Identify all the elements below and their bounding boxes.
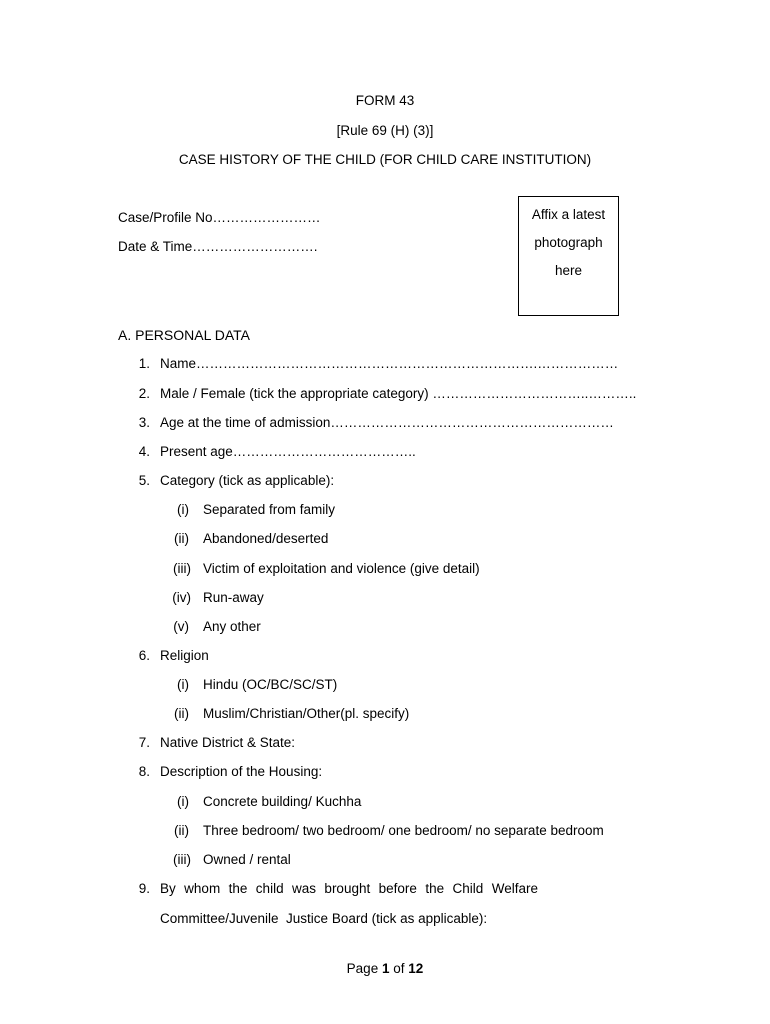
total-pages-number: 12 [408,961,424,976]
form-number: FORM 43 [355,93,415,108]
current-page-number: 1 [381,961,390,976]
option-number: (i) [177,502,189,517]
religion-option: Hindu (OC/BC/SC/ST) [203,677,338,692]
item-number: 2. [138,386,150,401]
photo-box-line-1: Affix a latest [531,207,606,222]
item-brought-by: By whom the child was brought before the Child Welfare [160,881,538,896]
option-number: (i) [177,794,189,809]
photo-box-line-2: photograph [534,235,603,250]
item-number: 7. [138,735,150,750]
option-number: (i) [177,677,189,692]
religion-option: Muslim/Christian/Other(pl. specify) [203,706,410,721]
case-profile-field: Case/Profile No…………………… [118,210,321,225]
option-number: (ii) [174,706,189,721]
item-native-district: Native District & State: [160,735,296,750]
housing-option: Owned / rental [203,852,291,867]
of-label: of [393,961,405,976]
item-brought-by-continued: Committee/Juvenile Justice Board (tick as applicable): [160,911,488,926]
item-present-age: Present age………………………………….. [160,444,416,459]
item-name: Name………………………………………………………………….……………… [160,356,619,371]
option-number: (ii) [174,823,189,838]
option-number: (v) [173,619,189,634]
item-gender: Male / Female (tick the appropriate category) ……………………………..……….. [160,386,637,401]
option-number: (iii) [173,561,191,576]
housing-option: Three bedroom/ two bedroom/ one bedroom/ no separate bedroom [203,823,604,838]
page-label: Page [346,961,379,976]
photo-box-line-3: here [554,263,583,278]
option-number: (iii) [173,852,191,867]
page-footer [0,961,770,976]
item-number: 6. [138,648,150,663]
option-number: (ii) [174,531,189,546]
item-admission-age: Age at the time of admission……………………………………………………… [160,415,614,430]
item-religion: Religion [160,648,209,663]
category-option: Victim of exploitation and violence (give detail) [203,561,480,576]
item-number: 5. [138,473,150,488]
item-number: 8. [138,764,150,779]
housing-option: Concrete building/ Kuchha [203,794,362,809]
option-number: (iv) [172,590,191,605]
item-number: 1. [138,356,150,371]
section-a-heading: A. PERSONAL DATA [118,327,250,343]
category-option: Run-away [203,590,264,605]
category-option: Any other [203,619,261,634]
form-title: CASE HISTORY OF THE CHILD (FOR CHILD CARE INSTITUTION) [178,152,592,167]
category-option: Separated from family [203,502,336,517]
date-time-field: Date & Time………………………. [118,239,318,254]
category-option: Abandoned/deserted [203,531,329,546]
item-category: Category (tick as applicable): [160,473,335,488]
item-housing: Description of the Housing: [160,764,323,779]
rule-reference: [Rule 69 (H) (3)] [336,123,434,138]
item-number: 9. [138,881,150,896]
item-number: 4. [138,444,150,459]
item-number: 3. [138,415,150,430]
photo-placeholder-box [518,196,619,316]
